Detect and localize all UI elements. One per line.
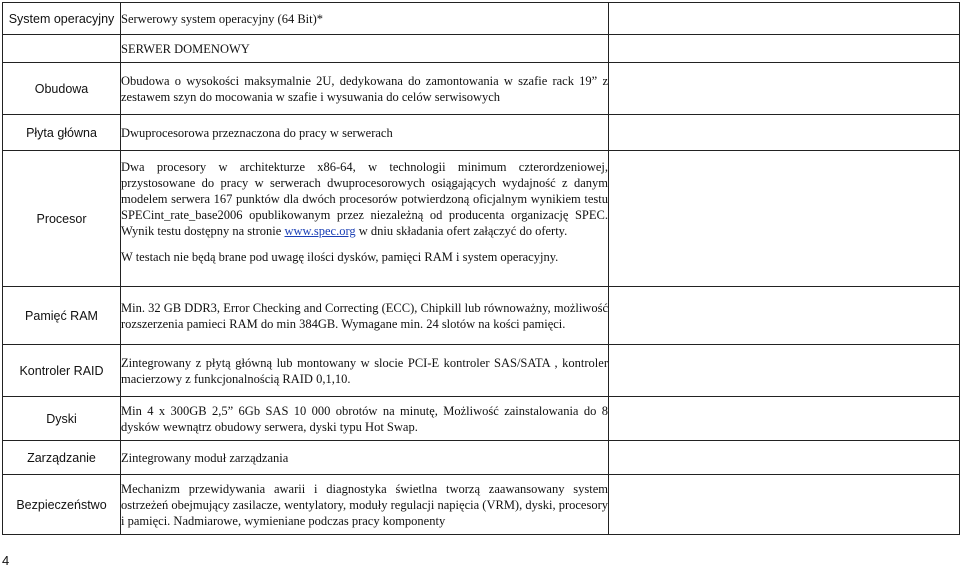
empty-cell [609, 3, 960, 35]
spec-org-link[interactable]: www.spec.org [284, 224, 356, 238]
empty-cell [609, 345, 960, 397]
empty-cell [609, 63, 960, 115]
row-value-security: Mechanizm przewidywania awarii i diagnostyka świetlna tworzą zaawansowany system ostrzeżeń obejmujący zasilacze, wentylatory, moduły regulacji napięcia (VRM), dyski, procesory i pamięci. Nadmiarowe, wymieniane podczas pracy komponenty [121, 475, 609, 535]
cpu-note: W testach nie będą brane pod uwagę ilości dysków, pamięci RAM i system operacyjny. [121, 250, 559, 264]
empty-cell [609, 441, 960, 475]
row-label-os: System operacyjny [3, 3, 121, 35]
row-value-housing: Obudowa o wysokości maksymalnie 2U, dedykowana do zamontowania w szafie rack 19” z zestawem szyn do mocowania w szafie i wysuwania do celów serwisowych [121, 63, 609, 115]
cpu-description-text: Dwa procesory w architekturze x86-64, w technologii minimum czterordzeniowej, przystosowane do pracy w serwerach dwuprocesorowych osiągających wydajność z danym modelem serwera 167 punktów dla dwóch procesorów potwierdzoną oficjalnym wynikiem testu SPECint_rate_base2006 opublikowanym przez niezależną od producenta organizację SPEC. Wynik testu dostępny na stronie [121, 160, 608, 238]
row-value-mainboard: Dwuprocesorowa przeznaczona do pracy w serwerach [121, 115, 609, 151]
table-row-section [3, 35, 960, 63]
cpu-description-text-end: w dniu składania ofert załączyć do oferty. [355, 224, 568, 238]
section-heading: SERWER DOMENOWY [121, 35, 609, 63]
row-value-raid: Zintegrowany z płytą główną lub montowany w slocie PCI-E kontroler SAS/SATA , kontroler macierzowy z funkcjonalnością RAID 0,1,10. [121, 345, 609, 397]
table-row-ram [3, 287, 960, 345]
empty-cell [609, 151, 960, 287]
table-row-os [3, 3, 960, 35]
row-value-os: Serwerowy system operacyjny (64 Bit)* [121, 3, 609, 35]
empty-cell [609, 115, 960, 151]
table-row-cpu [3, 151, 960, 287]
table-row-security [3, 475, 960, 535]
empty-cell [609, 287, 960, 345]
row-label-mgmt: Zarządzanie [3, 441, 121, 475]
table-row-disks [3, 397, 960, 441]
empty-cell [609, 35, 960, 63]
empty-cell [609, 475, 960, 535]
row-value-disks: Min 4 x 300GB 2,5” 6Gb SAS 10 000 obrotów na minutę, Możliwość zainstalowania do 8 dysków wewnątrz obudowy serwera, dyski typu Hot Swap. [121, 397, 609, 441]
table-row-housing [3, 63, 960, 115]
table-row-mgmt [3, 441, 960, 475]
page-number: 4 [2, 553, 10, 568]
empty-cell [609, 397, 960, 441]
row-value-ram: Min. 32 GB DDR3, Error Checking and Correcting (ECC), Chipkill lub równoważny, możliwość rozszerzenia pamieci RAM do min 384GB. Wymagane min. 24 slotów na kości pamięci. [121, 287, 609, 345]
table-row-mainboard [3, 115, 960, 151]
row-label-mainboard: Płyta główna [3, 115, 121, 151]
row-label-cpu: Procesor [3, 151, 121, 287]
row-value-cpu [121, 151, 609, 287]
row-label-ram: Pamięć RAM [3, 287, 121, 345]
row-label-housing: Obudowa [3, 63, 121, 115]
row-label-security: Bezpieczeństwo [3, 475, 121, 535]
specification-table [2, 2, 960, 535]
row-label-disks: Dyski [3, 397, 121, 441]
table-row-raid [3, 345, 960, 397]
row-value-mgmt: Zintegrowany moduł zarządzania [121, 441, 609, 475]
empty-label-cell [3, 35, 121, 63]
row-label-raid: Kontroler RAID [3, 345, 121, 397]
